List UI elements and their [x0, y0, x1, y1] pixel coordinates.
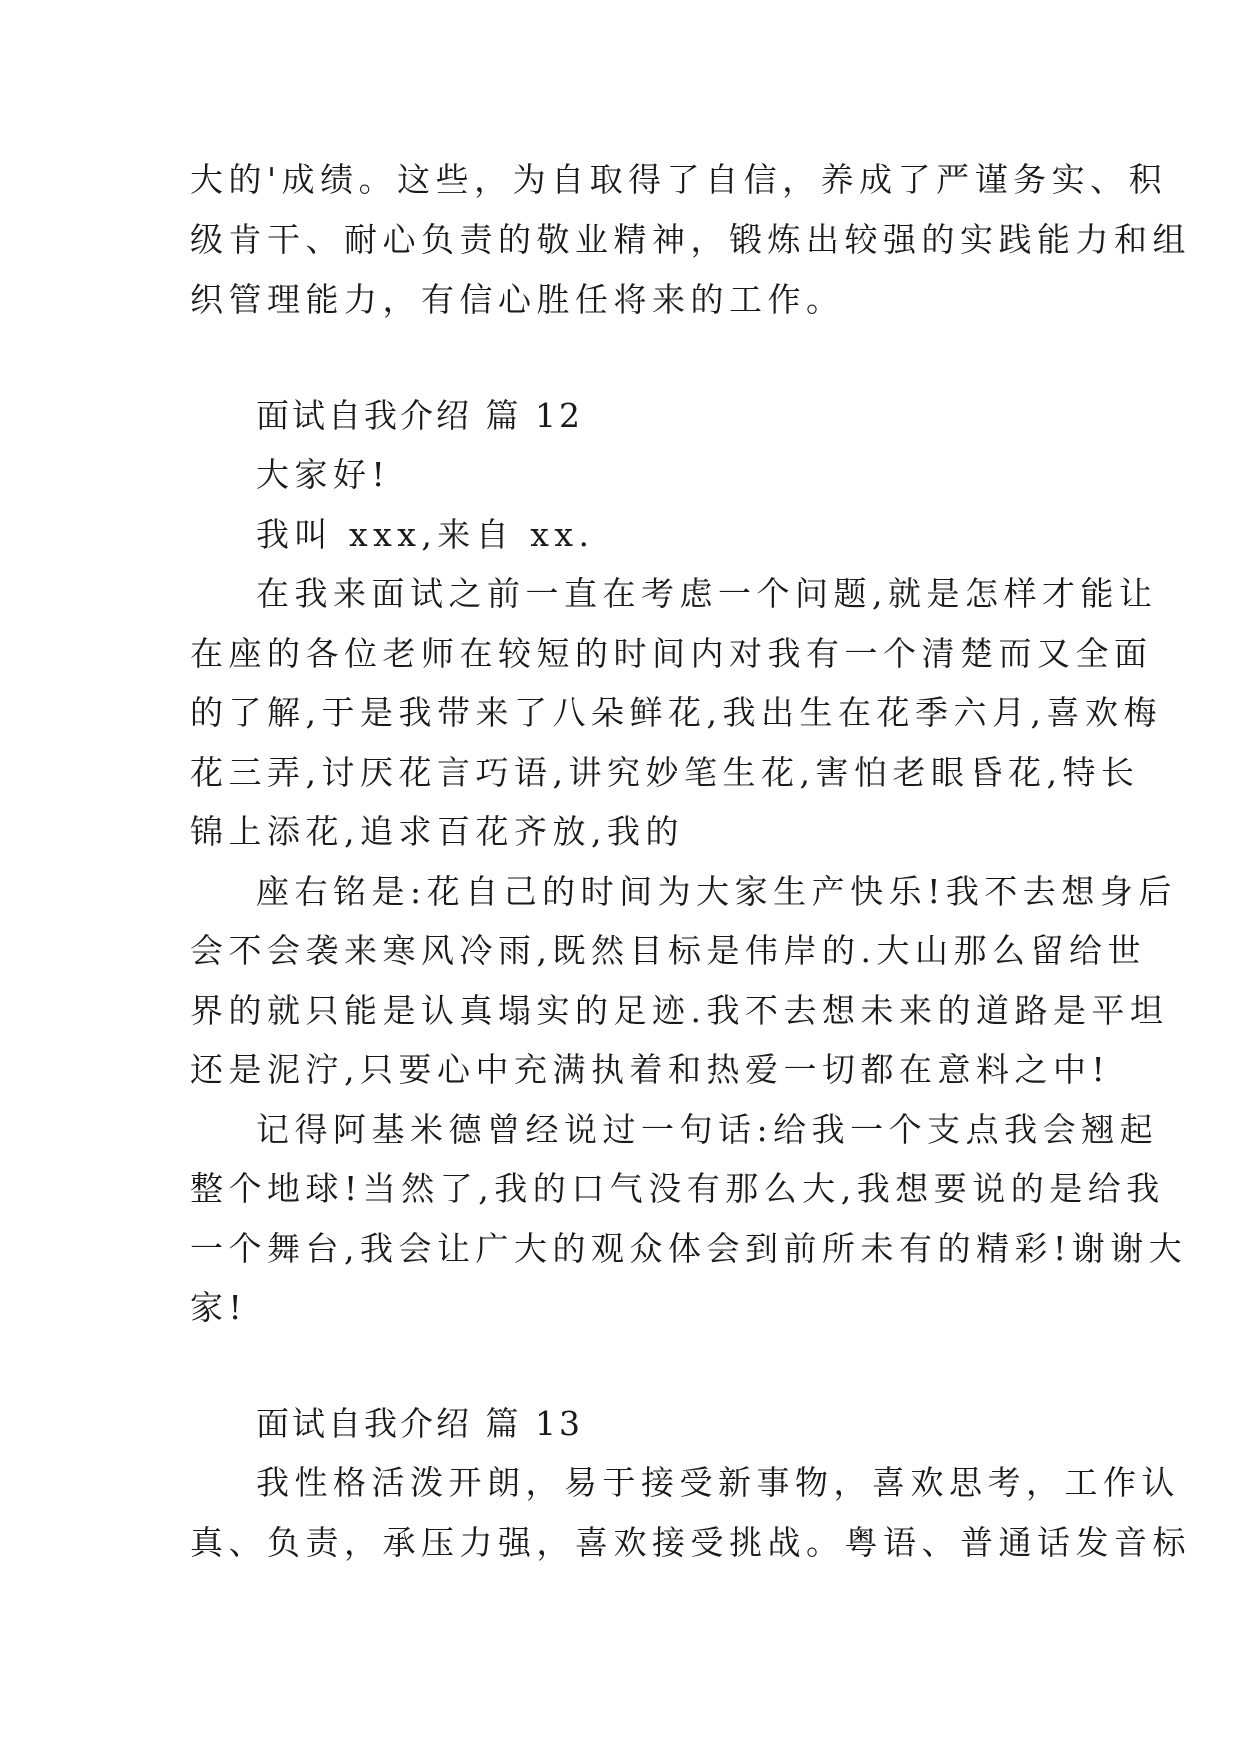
text-line: 在我来面试之前一直在考虑一个问题,就是怎样才能让 — [256, 574, 1158, 613]
text-line: 我性格活泼开朗，易于接受新事物，喜欢思考，工作认 — [256, 1463, 1180, 1502]
text-line: 我叫 xxx,来自 xx. — [256, 515, 595, 554]
text-line: 的了解,于是我带来了八朵鲜花,我出生在花季六月,喜欢梅 — [190, 693, 1162, 732]
text-line: 家! — [190, 1288, 248, 1327]
text-line: 大的'成绩。这些，为自取得了自信，养成了严谨务实、积 — [190, 160, 1168, 199]
text-line: 级肯干、耐心负责的敬业精神，锻炼出较强的实践能力和组 — [190, 220, 1191, 259]
text-line: 记得阿基米德曾经说过一句话:给我一个支点我会翘起 — [256, 1110, 1159, 1149]
text-line: 界的就只能是认真塌实的足迹.我不去想未来的道路是平坦 — [190, 991, 1169, 1030]
text-line: 会不会袭来寒风冷雨,既然目标是伟岸的.大山那么留给世 — [190, 931, 1146, 970]
text-line: 大家好! — [256, 455, 391, 494]
text-line: 还是泥泞,只要心中充满执着和热爱一切都在意料之中! — [190, 1050, 1111, 1089]
text-line: 真、负责，承压力强，喜欢接受挑战。粤语、普通话发音标 — [190, 1523, 1191, 1562]
text-line: 一个舞台,我会让广大的观众体会到前所未有的精彩!谢谢大 — [190, 1229, 1188, 1268]
text-line: 织管理能力，有信心胜任将来的工作。 — [190, 280, 845, 319]
text-line: 座右铭是:花自己的时间为大家生产快乐!我不去想身后 — [256, 872, 1177, 911]
text-line: 整个地球!当然了,我的口气没有那么大,我想要说的是给我 — [190, 1169, 1165, 1208]
text-line: 锦上添花,追求百花齐放,我的 — [190, 812, 684, 851]
text-line: 花三弄,讨厌花言巧语,讲究妙笔生花,害怕老眼昏花,特长 — [190, 753, 1140, 792]
text-line: 在座的各位老师在较短的时间内对我有一个清楚而又全面 — [190, 634, 1153, 673]
section-heading: 面试自我介绍 篇 13 — [256, 1404, 583, 1443]
section-heading: 面试自我介绍 篇 12 — [256, 396, 583, 435]
